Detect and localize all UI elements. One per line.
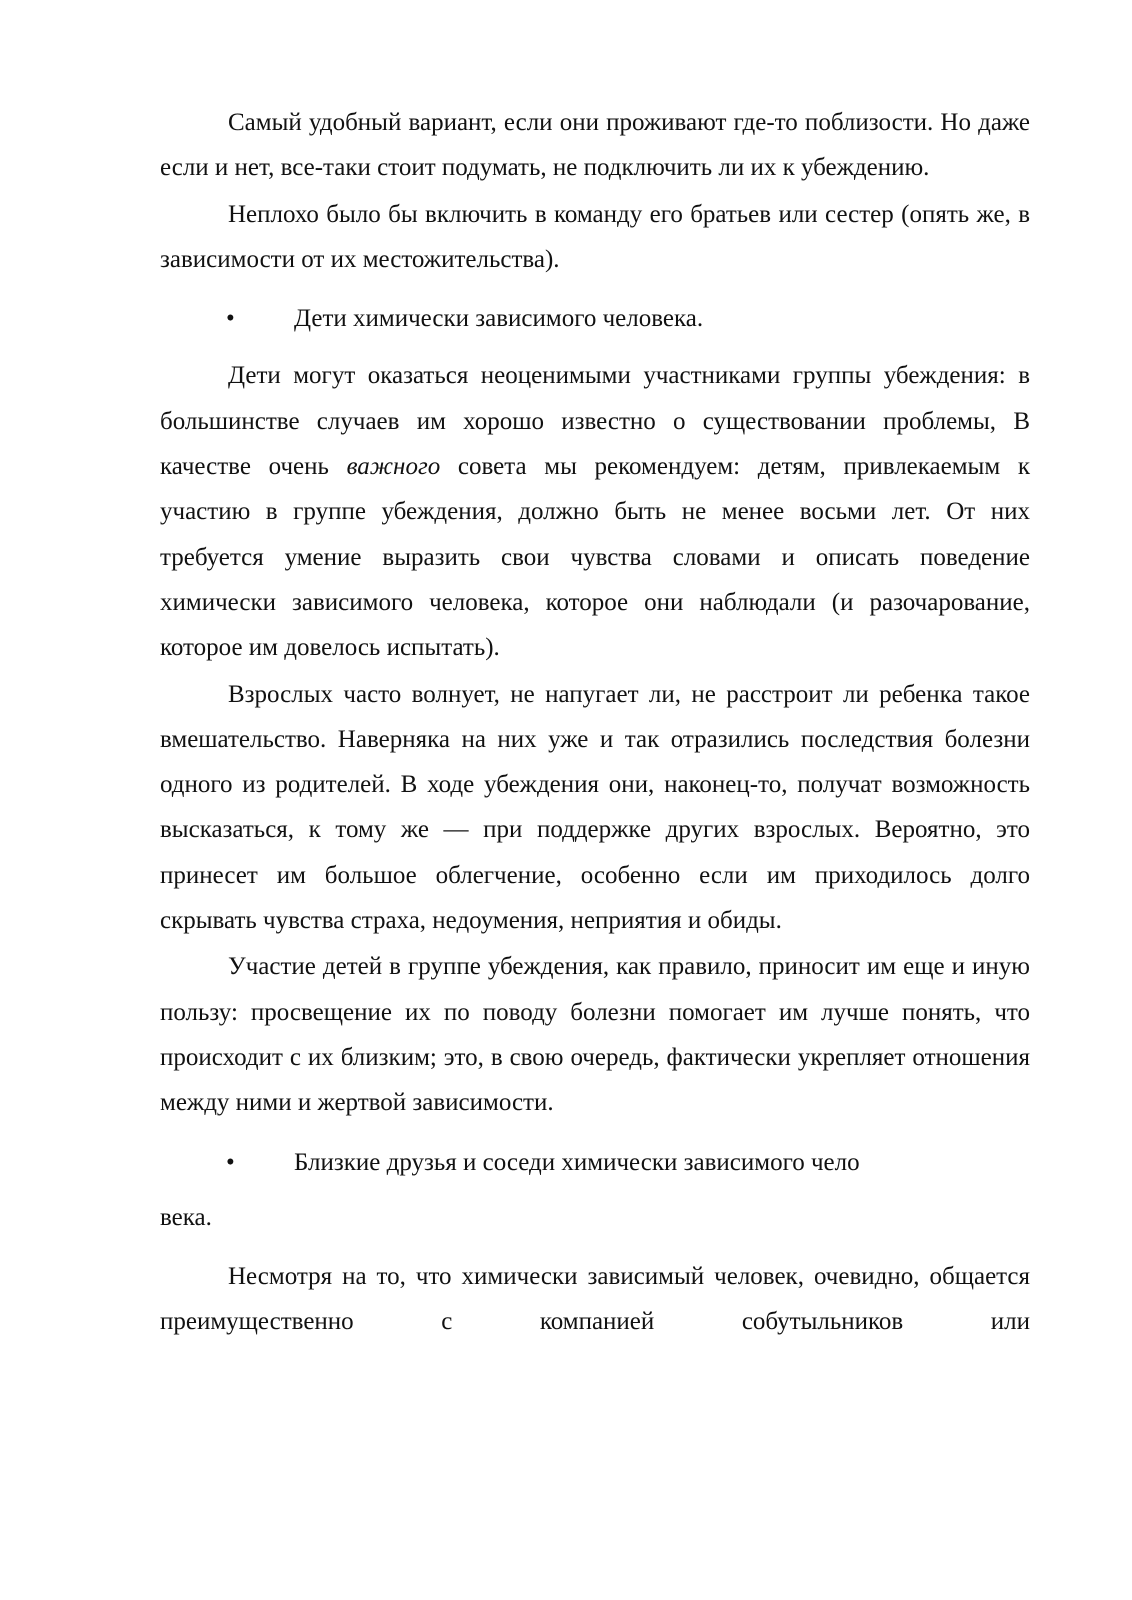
paragraph-convenient-option: Самый удобный вариант, если они проживают где-то поблизости. Но даже если и нет, все-таки стоит подумать, не подключить ли их к убеждению. (160, 109, 1030, 182)
emphasized-word: важного (346, 453, 441, 481)
document-page (160, 100, 1030, 1346)
bullet-item-label: Близкие друзья и соседи химически зависимого чело (294, 1148, 860, 1176)
bullet-item-children (160, 296, 1030, 341)
paragraph-children-participants (160, 353, 1030, 670)
paragraph-text: Дети могут оказаться неоценимыми участниками группы убеждения: в большинстве случаев им хорошо известно о существовании проблемы, В качестве очень (160, 362, 1030, 481)
bullet-icon: • (226, 1148, 235, 1176)
bullet-item-friends (160, 1140, 1030, 1185)
bullet-icon: • (226, 305, 235, 333)
paragraph-siblings: Неплохо было бы включить в команду его братьев или сестер (опять же, в зависимости от их местожительства). (160, 200, 1030, 273)
paragraph-adults-worry: Взрослых часто волнует, не напугает ли, не расстроит ли ребенка такое вмешательство. Наверняка на них уже и так отразились последствия болезни одного из родителей. В ходе убеждения они, наконец-то, получат возможность высказаться, к тому же — при поддержке других взрослых. Вероятно, это принесет им большое облегчение, особенно если им приходилось долго скрывать чувства страха, недоумения, неприятия и обиды. (160, 680, 1030, 935)
bullet-item-label: Дети химически зависимого человека. (294, 305, 704, 333)
bullet-item-continuation: века. (160, 1203, 212, 1231)
paragraph-despite: Несмотря на то, что химически зависимый человек, очевидно, общается преимущественно с компанией собутыльников или (160, 1263, 1030, 1336)
paragraph-text: совета мы рекомендуем: детям, привлекаемым к участию в группе убеждения, должно быть не менее восьми лет. От них требуется умение выразить свои чувства словами и описать поведение химически зависимого человека, которое они наблюдали (и разочарование, которое им довелось испытать). (160, 453, 1030, 662)
paragraph-children-benefit: Участие детей в группе убеждения, как правило, приносит им еще и иную пользу: просвещение их по поводу болезни помогает им лучше понять, что происходит с их близким; это, в свою очередь, фактически укрепляет отношения между ними и жертвой зависимости. (160, 953, 1030, 1117)
